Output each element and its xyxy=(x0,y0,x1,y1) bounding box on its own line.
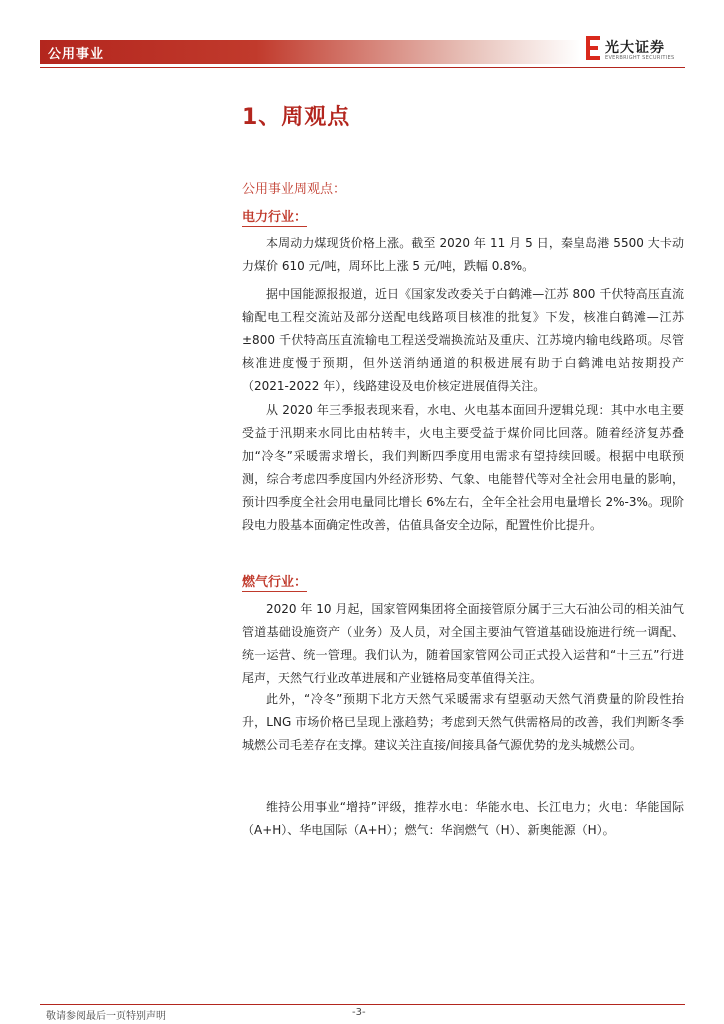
header-band xyxy=(40,40,580,64)
header-divider xyxy=(40,67,685,68)
recommendation-paragraph: 维持公用事业“增持”评级，推荐水电：华能水电、长江电力；火电：华能国际（A+H）、华电国际（A+H）；燃气：华润燃气（H）、新奥能源（H）。 xyxy=(242,800,684,837)
power-paragraph-3: 从 2020 年三季报表现来看，水电、火电基本面回升逻辑兑现：其中水电主要受益于汛期来水同比由枯转丰，火电主要受益于煤价同比回落。随着经济复苏叠加“冷冬”采暖需求增长，我们判断四季度用电需求有望持续回暖。根据中电联预测，综合考虑四季度国内外经济形势、气象、电能替代等对全社会用电量的影响，预计四季度全社会用电量同比增长 6%左右，全年全社会用电量增长 2%-3%。现阶段电力股基本面确定性改善，估值具备安全边际，配置性价比提升。 xyxy=(242,403,684,532)
footer-divider xyxy=(40,1004,685,1005)
everbright-logo xyxy=(586,36,686,66)
power-paragraph-2: 据中国能源报报道，近日《国家发改委关于白鹤滩—江苏 800 千伏特高压直流输配电工程交流站及部分送配电线路项目核准的批复》下发，核准白鹤滩—江苏±800 千伏特高压直流输电工程送受端换流站及重庆、江苏境内输电线路项。尽管核准进度慢于预期，但外送消纳通道的积极进展有助于白鹤滩电站按期投产（2021-2022 年），线路建设及电价核定进展值得关注。 xyxy=(242,287,684,393)
power-heading: 电力行业： xyxy=(242,206,307,227)
logo-subtext: EVERBRIGHT SECURITIES xyxy=(605,55,675,61)
section-title: 1、周观点 xyxy=(242,105,351,130)
logo-text: 光大证券 xyxy=(605,40,665,56)
power-paragraph-1: 本周动力煤现货价格上涨。截至 2020 年 11 月 5 日，秦皇岛港 5500 大卡动力煤价 610 元/吨，周环比上涨 5 元/吨，跌幅 0.8%。 xyxy=(242,236,684,273)
gas-paragraph-1: 2020 年 10 月起，国家管网集团将全面接管原分属于三大石油公司的相关油气管道基础设施资产（业务）及人员，对全国主要油气管道基础设施进行统一调配、统一运营、统一管理。我们认为，随着国家管网公司正式投入运营和“十三五”行进尾声，天然气行业改革进展和产业链格局变革值得关注。 xyxy=(242,602,684,685)
gas-paragraph-2: 此外，“冷冬”预期下北方天然气采暖需求有望驱动天然气消费量的阶段性抬升，LNG 市场价格已呈现上涨趋势；考虑到天然气供需格局的改善，我们判断冬季城燃公司毛差存在支撑。建议关注直接/间接具备气源优势的龙头城燃公司。 xyxy=(242,692,684,752)
gas-heading: 燃气行业： xyxy=(242,571,307,592)
overview-heading: 公用事业周观点： xyxy=(242,182,347,197)
page-number: -3- xyxy=(352,1007,366,1018)
industry-label: 公用事业 xyxy=(48,47,105,62)
footer-disclaimer: 敬请参阅最后一页特别声明 xyxy=(46,1011,166,1022)
everbright-logo-icon xyxy=(586,36,600,60)
